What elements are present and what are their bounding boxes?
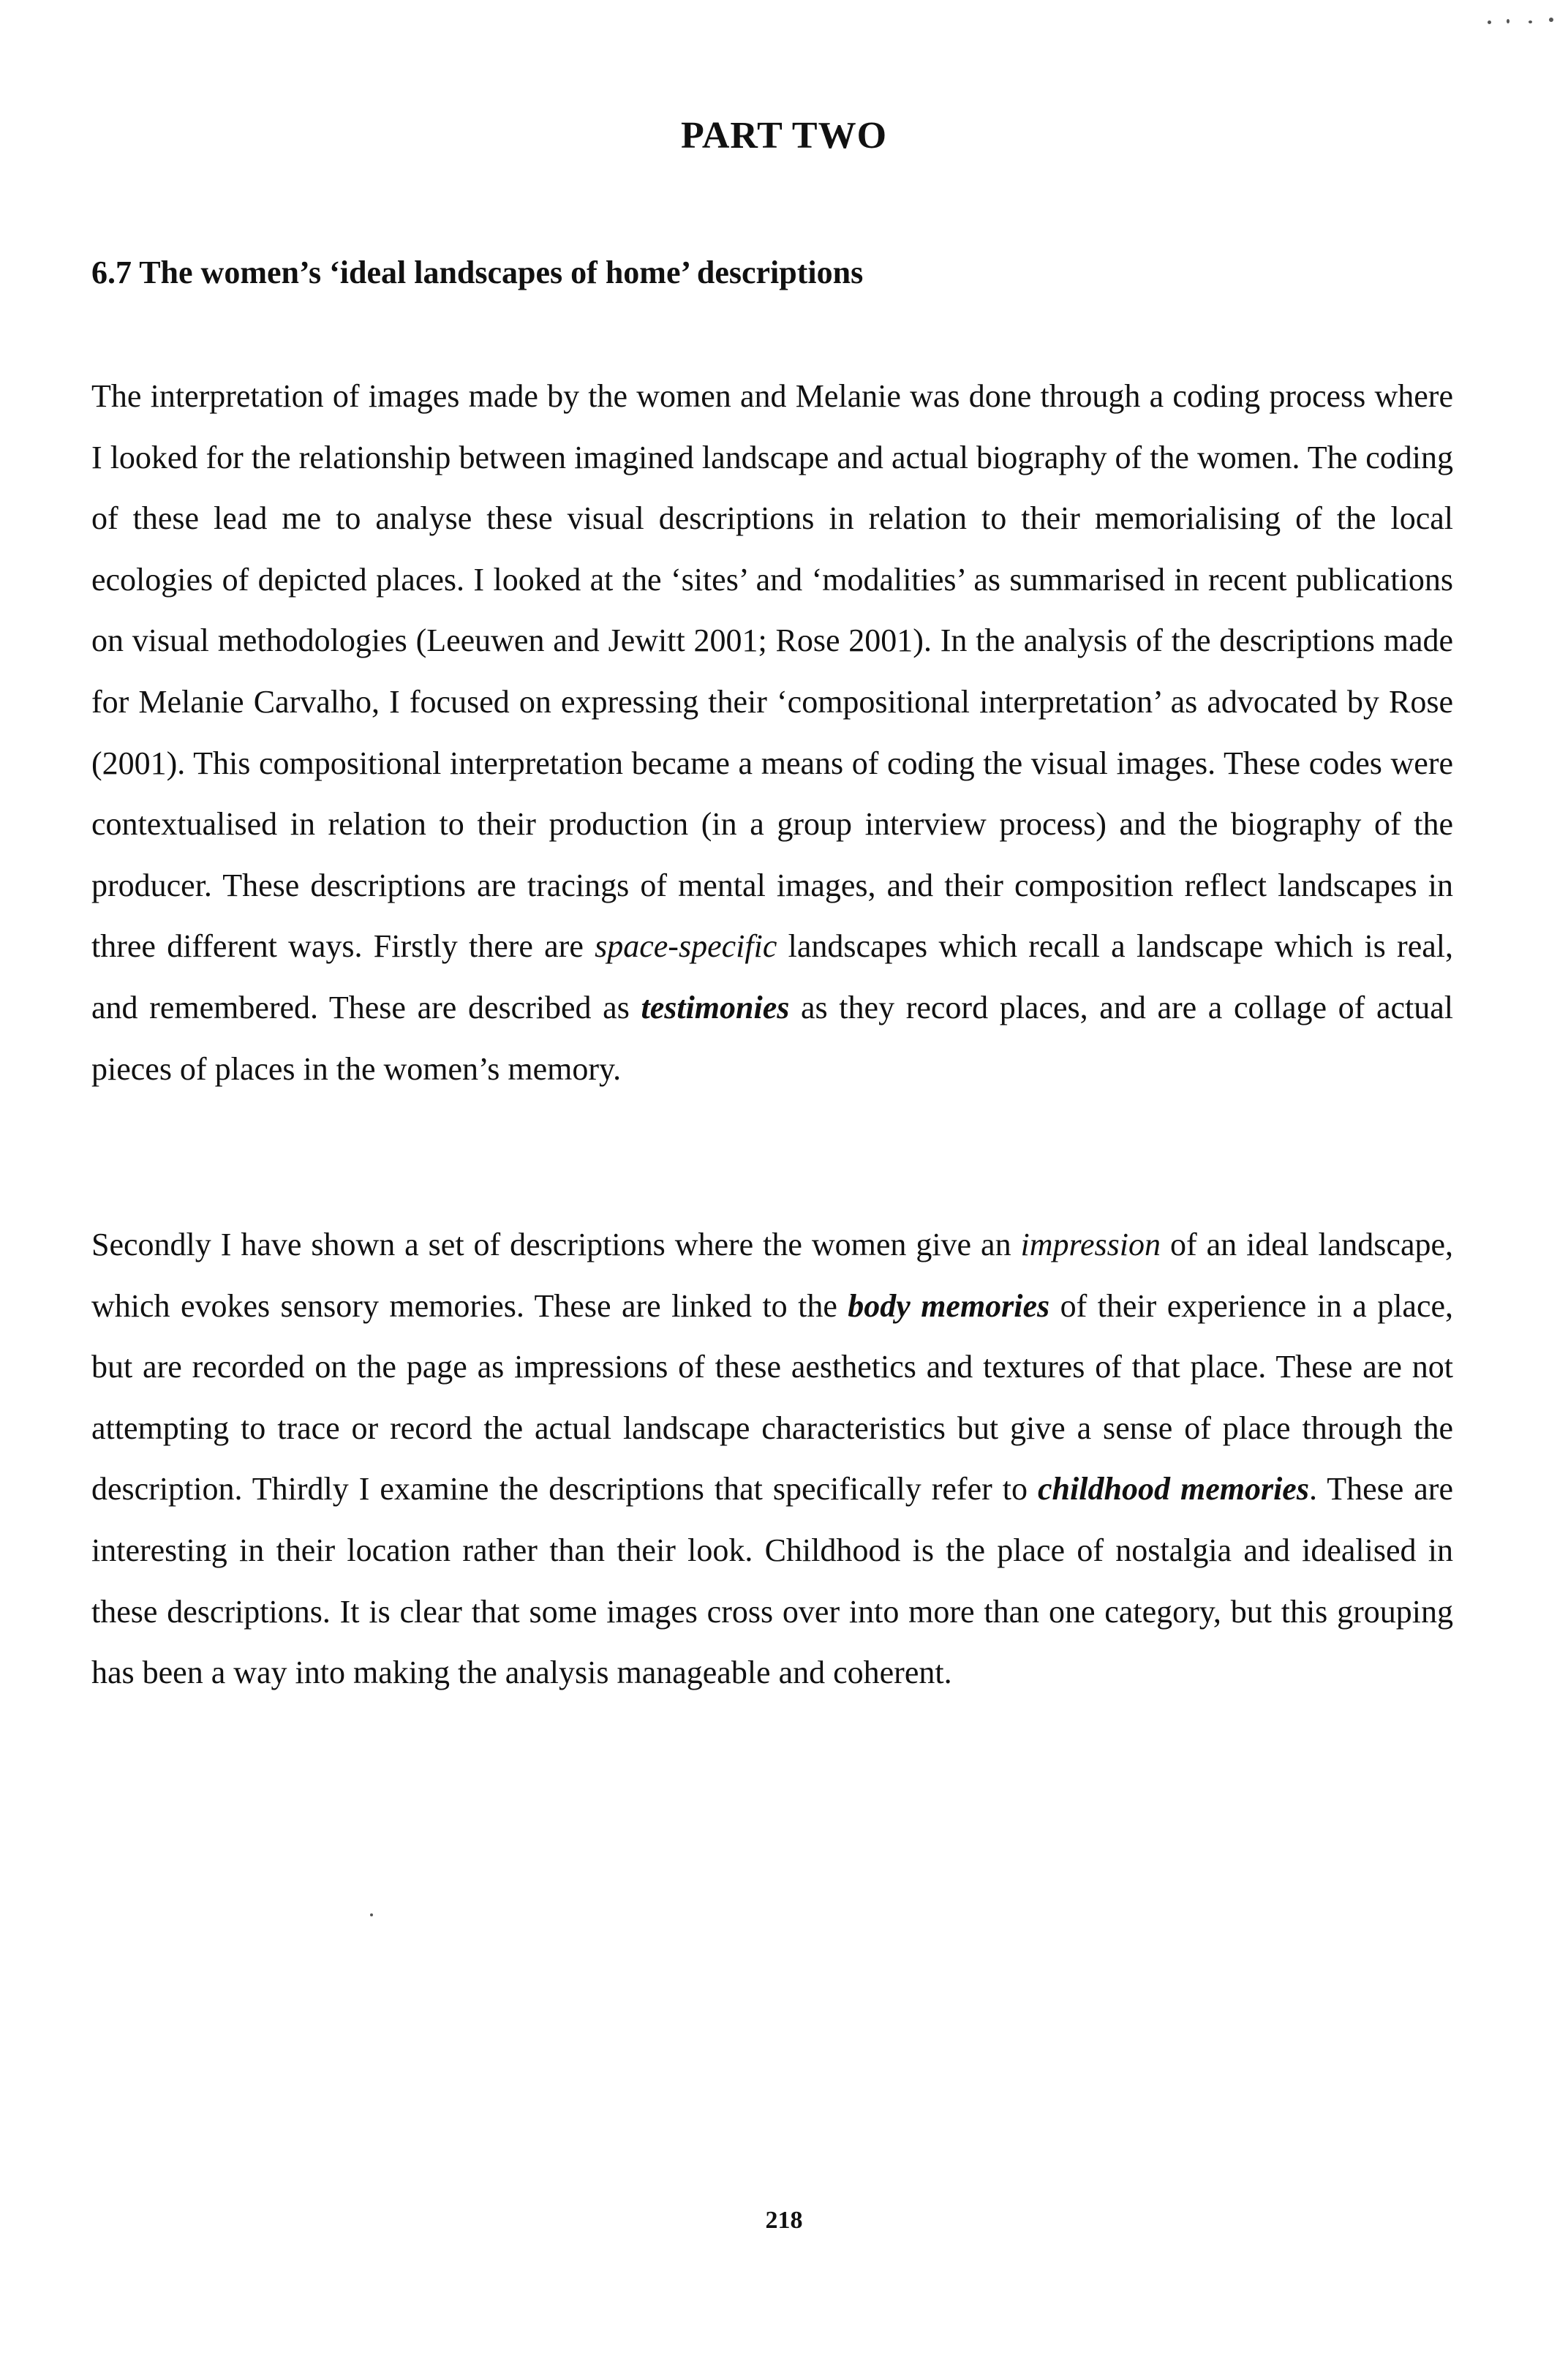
paragraph-1-text-b: landscapes which recall a landscape which is real, and remembered. These are described as <box>91 928 1453 1025</box>
paragraph-2-text-b: of an ideal landscape, which evokes sensory memories. These are linked to the <box>91 1227 1454 1324</box>
paragraph-1-emphasis-testimonies: testimonies <box>641 989 790 1025</box>
paragraph-2-emphasis-impression: impression <box>1020 1227 1161 1262</box>
scan-speck <box>370 1913 373 1916</box>
scan-speck <box>1488 20 1491 24</box>
paragraph-2-emphasis-childhood-memories: childhood memories <box>1038 1471 1309 1507</box>
scan-speck <box>1507 19 1509 23</box>
part-heading: PART TWO <box>680 115 888 157</box>
paragraph-1-text-a: The interpretation of images made by the women and Melanie was done through a coding process where I looked for the relationship between imagined landscape and actual biography of the women. The coding of these lead me to analyse these visual descriptions in relation to their memorialising of the local ecologies of depicted places. I looked at the ‘sites’ and ‘modalities’ as summarised in recent publications on visual methodologies (Leeuwen and Jewitt 2001; Rose 2001). In the analysis of the descriptions made for Melanie Carvalho, I focused on expressing their ‘compositional interpretation’ as advocated by Rose (2001). This compositional interpretation became a means of coding the visual images. These codes were contextualised in relation to their production (in a group interview process) and the biography of the producer. These descriptions are tracings of mental images, and their composition reflect landscapes in three different ways. Firstly there are <box>91 378 1453 965</box>
section-heading: 6.7 The women’s ‘ideal landscapes of home’ descriptions <box>91 255 864 290</box>
paragraph-2-text-d: . These are interesting in their location rather than their look. Childhood is the place of nostalgia and idealised in these descriptions. It is clear that some images cross over into more than one category, but this grouping has been a way into making the analysis manageable and coherent. <box>91 1471 1453 1691</box>
paragraph-1 <box>91 366 1453 1099</box>
page-number: 218 <box>765 2207 803 2234</box>
paragraph-2-text-c: of their experience in a place, but are recorded on the page as impressions of these aesthetics and textures of that place. These are not attempting to trace or record the actual landscape characteristics but give a sense of place through the description. Thirdly I examine the descriptions that specifically refer to <box>91 1287 1454 1507</box>
paragraph-2 <box>91 1214 1453 1704</box>
paragraph-1-emphasis-space-specific: space-specific <box>595 928 777 965</box>
paragraph-1-text-c: as they record places, and are a collage of actual pieces of places in the women’s memory. <box>91 989 1453 1087</box>
scan-speck <box>1529 20 1532 23</box>
paragraph-2-emphasis-body-memories: body memories <box>848 1287 1050 1324</box>
scan-speck <box>1549 18 1553 22</box>
paragraph-2-text-a: Secondly I have shown a set of descriptions where the women give an <box>91 1227 1021 1262</box>
